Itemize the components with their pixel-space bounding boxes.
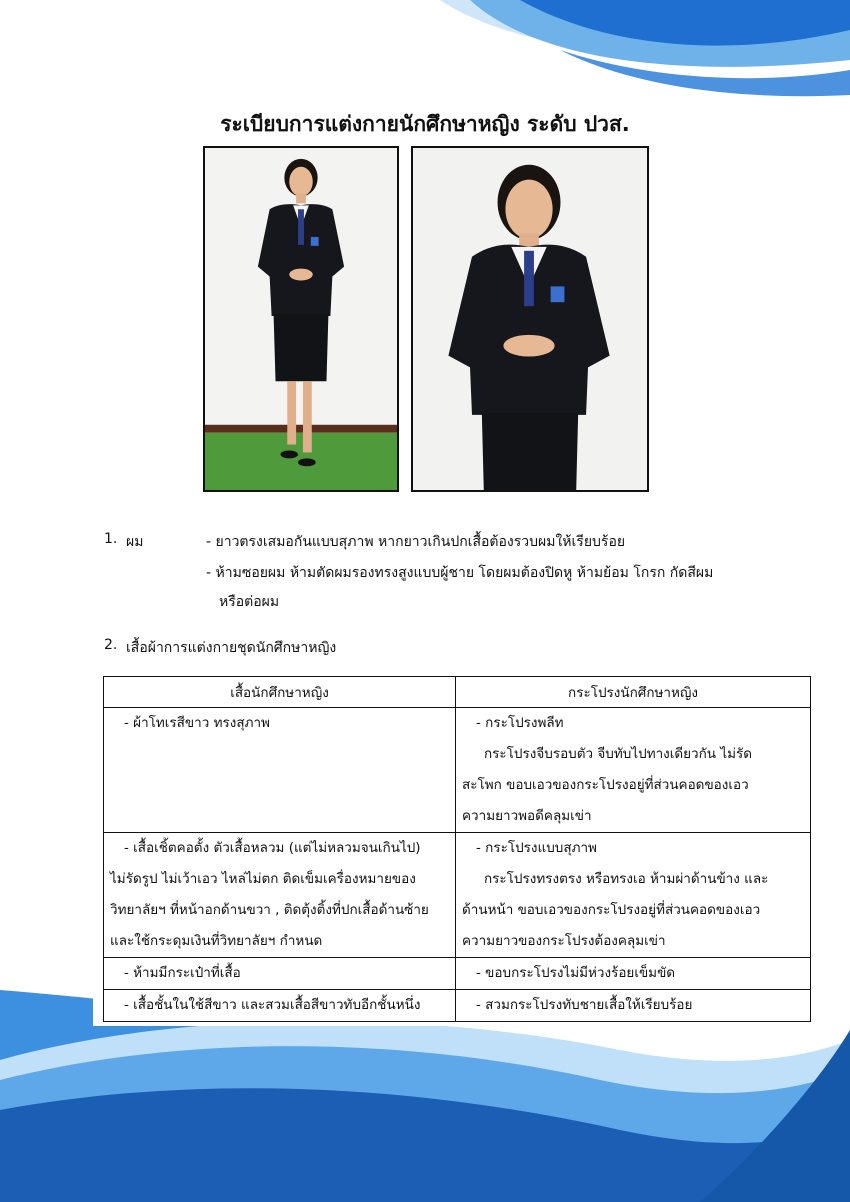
cell-line: - ผ้าโทเรสีขาว ทรงสุภาพ — [124, 715, 270, 731]
cell-line: - เสื้อชั้นในใช้สีขาว และสวมเสื้อสีขาวทับอีกชั้นหนึ่ง — [124, 997, 421, 1013]
hair-rule-line: - ยาวตรงเสมอกันแบบสุภาพ หากยาวเกินปกเสื้อต้องรวบผมให้เรียบร้อย — [206, 534, 626, 550]
hair-number: 1. — [104, 531, 118, 547]
cell-line: กระโปรงจีบรอบตัว จีบทับไปทางเดียวกัน ไม่รัด — [484, 746, 753, 762]
table-row — [104, 958, 811, 990]
header-shirt: เสื้อนักศึกษาหญิง — [104, 677, 456, 708]
cell-line: สะโพก ขอบเอวของกระโปรงอยู่ที่ส่วนคอดของเอว — [462, 777, 749, 793]
table-header-row — [104, 677, 811, 708]
cell-line: - เสื้อเชิ้ตคอตั้ง ตัวเสื้อหลวม (แต่ไม่หลวมจนเกินไป) — [124, 840, 421, 856]
hair-rule-line: หรือต่อผม — [219, 594, 280, 610]
table-row — [104, 708, 811, 833]
cell-line: ไม่รัดรูป ไม่เว้าเอว ไหล่ไม่ตก ติดเข็มเครื่องหมายของ — [110, 871, 416, 887]
student-full-body-photo — [203, 146, 399, 492]
cell-line: - กระโปรงแบบสุภาพ — [476, 840, 597, 856]
cell-line: ด้านหน้า ขอบเอวของกระโปรงอยู่ที่ส่วนคอดของเอว — [462, 902, 761, 918]
hair-rule-line: - ห้ามซอยผม ห้ามตัดผมรองทรงสูงแบบผู้ชาย โดยผมต้องปิดหู ห้ามย้อม โกรก กัดสีผม — [206, 565, 714, 581]
cell-line: - สวมกระโปรงทับชายเสื้อให้เรียบร้อย — [476, 997, 693, 1013]
header-skirt: กระโปรงนักศึกษาหญิง — [456, 677, 811, 708]
cell-line: ความยาวของกระโปรงต้องคลุมเข่า — [462, 933, 666, 949]
table-row — [104, 833, 811, 958]
cell-line: - ห้ามมีกระเป๋าที่เสื้อ — [124, 965, 241, 981]
hair-label: ผม — [126, 534, 144, 550]
cell-line: และใช้กระดุมเงินที่วิทยาลัยฯ กำหนด — [110, 933, 323, 949]
table-cell-shirt — [104, 990, 456, 1022]
table-cell-shirt — [104, 833, 456, 958]
cell-line: - กระโปรงพลีท — [476, 715, 564, 731]
table-row — [104, 990, 811, 1022]
table-cell-skirt — [456, 958, 811, 990]
table-cell-skirt — [456, 833, 811, 958]
clothing-label: เสื้อผ้าการแต่งกายชุดนักศึกษาหญิง — [126, 640, 337, 656]
table-cell-shirt — [104, 708, 456, 833]
page-title: ระเบียบการแต่งกายนักศึกษาหญิง ระดับ ปวส. — [220, 112, 630, 136]
student-half-body-photo — [411, 146, 649, 492]
cell-line: - ขอบกระโปรงไม่มีห่วงร้อยเข็มขัด — [476, 965, 676, 981]
cell-line: วิทยาลัยฯ ที่หน้าอกด้านขวา , ติดตุ้งติ้งที่ปกเสื้อด้านซ้าย — [110, 902, 429, 918]
dress-code-table — [103, 676, 811, 1022]
table-cell-shirt — [104, 958, 456, 990]
cell-line: กระโปรงทรงตรง หรือทรงเอ ห้ามผ่าด้านข้าง และ — [484, 871, 769, 887]
clothing-number: 2. — [104, 637, 118, 653]
cell-line: ความยาวพอดีคลุมเข่า — [462, 808, 592, 824]
table-cell-skirt — [456, 708, 811, 833]
table-cell-skirt — [456, 990, 811, 1022]
